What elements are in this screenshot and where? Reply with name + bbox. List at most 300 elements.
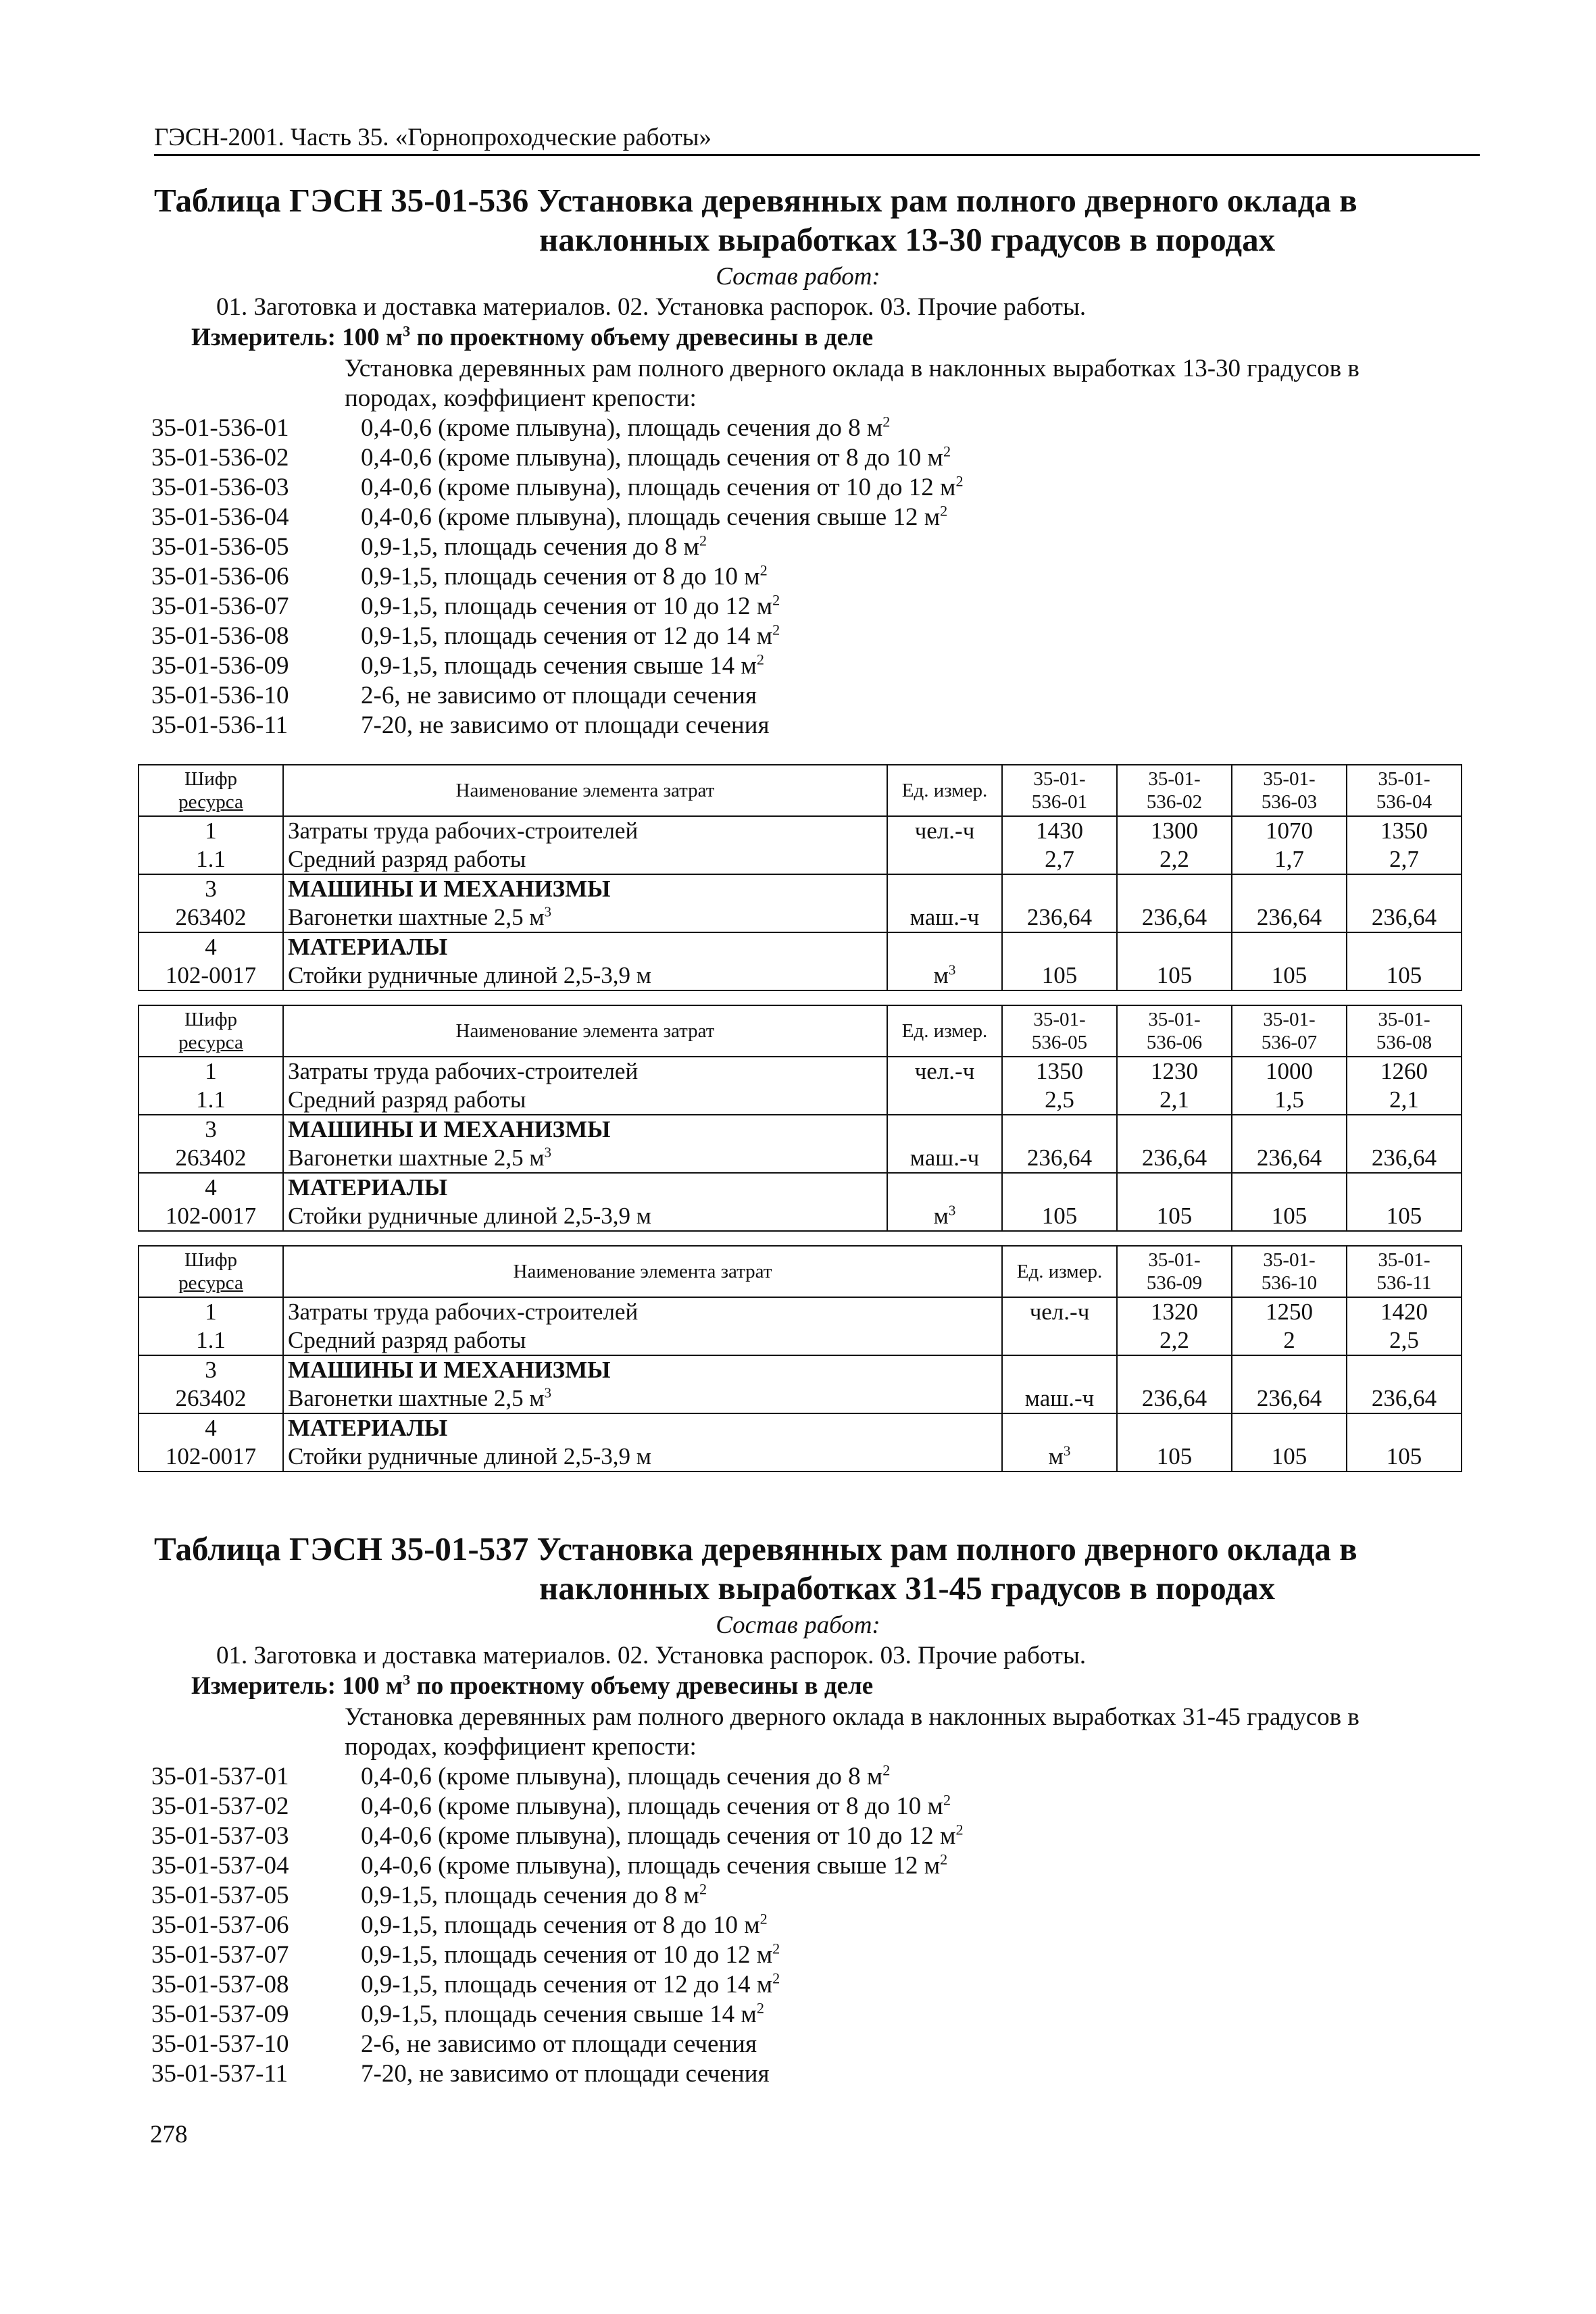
norm-value — [1347, 1115, 1462, 1144]
resource-name-text: Стойки рудничные длиной 2,5-3,9 м — [288, 1443, 651, 1469]
unit-text: чел.-ч — [914, 1058, 975, 1084]
norm-value: 2,7 — [1347, 845, 1462, 874]
item-desc-sup: 2 — [882, 413, 891, 430]
resource-code: 263402 — [139, 1144, 283, 1173]
resource-name-text: Средний разряд работы — [288, 1327, 526, 1353]
table-536-item-list — [151, 413, 1476, 740]
resource-unit — [887, 816, 1002, 845]
norm-code-line1: 35-01- — [1378, 1249, 1430, 1271]
header-shifr-line1: Шифр — [184, 1249, 238, 1271]
resource-name — [283, 1297, 1002, 1326]
header-name: Наименование элемента затрат — [283, 765, 887, 816]
materials-group-row — [139, 1173, 1462, 1202]
norm-code-line2: 536-01 — [1031, 791, 1088, 813]
resource-code: 1.1 — [139, 1086, 283, 1115]
item-desc-text: 0,9-1,5, площадь сечения свыше 14 м — [361, 652, 757, 680]
norm-value — [1117, 874, 1232, 903]
norm-value: 1350 — [1002, 1057, 1117, 1086]
item-code: 35-01-536-01 — [151, 414, 289, 442]
page-number: 278 — [150, 2121, 188, 2148]
norm-value: 1260 — [1347, 1057, 1462, 1086]
resource-unit — [887, 1115, 1002, 1144]
list-item — [151, 1881, 1476, 1911]
item-description — [361, 473, 1476, 503]
norm-value: 236,64 — [1347, 1384, 1462, 1413]
norm-value: 1250 — [1232, 1297, 1347, 1326]
header-norm-code — [1002, 1005, 1117, 1057]
resource-name — [283, 845, 887, 874]
resource-name-text: МАШИНЫ И МЕХАНИЗМЫ — [288, 1116, 611, 1142]
item-desc-sup: 2 — [940, 1851, 948, 1868]
norm-code-line2: 536-04 — [1376, 791, 1432, 813]
resource-code: 263402 — [139, 1384, 283, 1413]
item-desc-text: 0,4-0,6 (кроме плывуна), площадь сечения от 10 до 12 м — [361, 474, 956, 501]
unit-text: маш.-ч — [909, 1145, 980, 1171]
norm-code-line1: 35-01- — [1378, 768, 1430, 790]
unit-sup: 3 — [544, 903, 551, 920]
norm-value: 2,2 — [1117, 845, 1232, 874]
resource-name-text: Вагонетки шахтные 2,5 м — [288, 904, 545, 930]
header-shifr-line1: Шифр — [184, 768, 238, 790]
item-code: 35-01-536-11 — [151, 711, 289, 739]
resource-name — [283, 1115, 887, 1144]
norm-code-line2: 536-10 — [1261, 1272, 1318, 1294]
list-item — [151, 562, 1476, 592]
resource-name — [283, 874, 887, 903]
norm-value: 2,5 — [1347, 1326, 1462, 1355]
item-code: 35-01-537-10 — [151, 2030, 289, 2058]
resource-unit — [1002, 1297, 1117, 1326]
resource-name-text: Средний разряд работы — [288, 1086, 526, 1113]
norm-value — [1117, 1355, 1232, 1384]
item-code: 35-01-536-03 — [151, 474, 289, 501]
resource-name-text: МАТЕРИАЛЫ — [288, 1174, 448, 1201]
unit-text: чел.-ч — [1029, 1299, 1090, 1325]
resource-name-text: МАТЕРИАЛЫ — [288, 934, 448, 960]
resource-code: 1.1 — [139, 845, 283, 874]
list-item — [151, 2030, 1476, 2059]
item-code: 35-01-537-01 — [151, 1763, 289, 1790]
unit-text: м — [1048, 1443, 1064, 1469]
header-norm-code — [1347, 1005, 1462, 1057]
item-desc-text: 2-6, не зависимо от площади сечения — [361, 682, 757, 709]
norm-value: 2 — [1232, 1326, 1347, 1355]
item-code: 35-01-536-09 — [151, 652, 289, 680]
item-desc-text: 0,9-1,5, площадь сечения от 10 до 12 м — [361, 1941, 773, 1969]
item-description — [361, 1970, 1476, 2000]
list-item — [151, 622, 1476, 651]
item-desc-sup: 2 — [955, 472, 964, 490]
norm-value: 2,2 — [1117, 1326, 1232, 1355]
grade-row — [139, 1086, 1462, 1115]
resource-code: 102-0017 — [139, 961, 283, 990]
work-composition-label: Состав работ: — [716, 1611, 880, 1639]
item-desc-text: 0,9-1,5, площадь сечения от 10 до 12 м — [361, 593, 773, 620]
unit-of-measure — [191, 323, 873, 353]
running-head: ГЭСН-2001. Часть 35. «Горнопроходческие работы» — [154, 123, 1480, 156]
item-desc-text: 0,9-1,5, площадь сечения до 8 м — [361, 533, 699, 561]
norm-code-line1: 35-01- — [1033, 1009, 1086, 1030]
item-description — [361, 413, 1476, 443]
resource-unit — [887, 932, 1002, 961]
item-desc-text: 2-6, не зависимо от площади сечения — [361, 2030, 757, 2058]
intro-line-2: породах, коэффициент крепости: — [345, 1733, 697, 1761]
item-desc-text: 0,9-1,5, площадь сечения от 8 до 10 м — [361, 1911, 760, 1939]
norm-value — [1002, 932, 1117, 961]
header-name: Наименование элемента затрат — [283, 1005, 887, 1057]
item-code: 35-01-537-07 — [151, 1941, 289, 1969]
resource-name-text: Стойки рудничные длиной 2,5-3,9 м — [288, 962, 651, 988]
intro-line-2: породах, коэффициент крепости: — [345, 384, 697, 412]
list-item — [151, 1762, 1476, 1792]
header-norm-code — [1117, 765, 1232, 816]
item-description — [361, 681, 1476, 711]
norm-table-block-2 — [138, 1005, 1462, 1232]
item-code: 35-01-536-10 — [151, 682, 289, 709]
wagons-row — [139, 903, 1462, 932]
resource-name — [283, 1086, 887, 1115]
norm-value: 105 — [1347, 1202, 1462, 1231]
norm-value: 105 — [1347, 961, 1462, 990]
norm-code-line1: 35-01- — [1148, 1009, 1201, 1030]
resource-name — [283, 1442, 1002, 1472]
resource-code: 4 — [139, 932, 283, 961]
resource-name — [283, 816, 887, 845]
item-code: 35-01-536-08 — [151, 622, 289, 650]
item-desc-sup: 2 — [943, 443, 951, 460]
item-desc-sup: 2 — [955, 1821, 964, 1838]
header-norm-code — [1232, 1005, 1347, 1057]
resource-name — [283, 1384, 1002, 1413]
item-desc-sup: 2 — [756, 651, 764, 668]
unit-sup: 3 — [544, 1384, 551, 1401]
item-desc-sup: 2 — [699, 532, 707, 549]
header-name: Наименование элемента затрат — [283, 1246, 1002, 1297]
item-desc-text: 0,9-1,5, площадь сечения до 8 м — [361, 1882, 699, 1909]
norm-value: 2,7 — [1002, 845, 1117, 874]
item-desc-text: 0,9-1,5, площадь сечения от 12 до 14 м — [361, 1971, 773, 1998]
item-code: 35-01-537-11 — [151, 2060, 289, 2088]
norm-value — [1232, 1173, 1347, 1202]
norm-value: 105 — [1232, 1202, 1347, 1231]
header-shifr — [139, 1005, 283, 1057]
unit-sup: 3 — [544, 1144, 551, 1161]
resource-unit — [1002, 1413, 1117, 1442]
izm-prefix: Измеритель: 100 м — [191, 1672, 403, 1700]
posts-row — [139, 961, 1462, 990]
item-desc-text: 0,4-0,6 (кроме плывуна), площадь сечения от 10 до 12 м — [361, 1822, 956, 1850]
resource-code: 3 — [139, 1355, 283, 1384]
item-description — [361, 1940, 1476, 1970]
item-code: 35-01-536-04 — [151, 503, 289, 531]
norm-table-block-1 — [138, 764, 1462, 991]
work-composition-text: 01. Заготовка и доставка материалов. 02. Установка распорок. 03. Прочие работы. — [216, 293, 1087, 321]
izm-prefix: Измеритель: 100 м — [191, 324, 403, 351]
item-desc-sup: 2 — [940, 502, 948, 520]
resource-name-text: Затраты труда рабочих-строителей — [288, 1058, 639, 1084]
resource-name-text: МАТЕРИАЛЫ — [288, 1415, 448, 1441]
norm-value: 105 — [1117, 961, 1232, 990]
list-item — [151, 1821, 1476, 1851]
unit-of-measure — [191, 1671, 873, 1701]
norm-value — [1347, 1355, 1462, 1384]
resource-unit — [887, 1144, 1002, 1173]
resource-code: 263402 — [139, 903, 283, 932]
header-norm-code — [1232, 1246, 1347, 1297]
item-description — [361, 443, 1476, 473]
list-item — [151, 413, 1476, 443]
item-code: 35-01-537-03 — [151, 1822, 289, 1850]
work-composition-text: 01. Заготовка и доставка материалов. 02. Установка распорок. 03. Прочие работы. — [216, 1642, 1087, 1669]
table-536-intro — [345, 354, 1480, 413]
norm-table-block-3 — [138, 1245, 1462, 1472]
norm-code-line2: 536-02 — [1146, 791, 1203, 813]
list-item — [151, 1792, 1476, 1821]
norm-value: 105 — [1232, 961, 1347, 990]
norm-value: 236,64 — [1232, 1144, 1347, 1173]
norm-value: 236,64 — [1002, 1144, 1117, 1173]
norm-value: 1420 — [1347, 1297, 1462, 1326]
resource-name — [283, 1326, 1002, 1355]
item-desc-text: 7-20, не зависимо от площади сечения — [361, 711, 770, 739]
title-line-1: Таблица ГЭСН 35-01-536 Установка деревянных рам полного дверного оклада в — [154, 182, 1357, 219]
item-desc-text: 0,4-0,6 (кроме плывуна), площадь сечения от 8 до 10 м — [361, 444, 943, 472]
table-header-row — [139, 765, 1462, 816]
norm-value: 236,64 — [1117, 1144, 1232, 1173]
resource-unit — [887, 903, 1002, 932]
header-shifr-line1: Шифр — [184, 1009, 238, 1030]
norm-value — [1117, 1115, 1232, 1144]
resource-name-text: Вагонетки шахтные 2,5 м — [288, 1385, 545, 1411]
norm-value — [1117, 1413, 1232, 1442]
intro-line-1: Установка деревянных рам полного дверного оклада в наклонных выработках 13-30 градусов в — [345, 355, 1360, 382]
list-item — [151, 651, 1476, 681]
norm-value: 1,7 — [1232, 845, 1347, 874]
norm-code-line1: 35-01- — [1148, 1249, 1201, 1271]
norm-value: 1320 — [1117, 1297, 1232, 1326]
resource-unit — [1002, 1355, 1117, 1384]
norm-value — [1002, 1115, 1117, 1144]
labor-row — [139, 1297, 1462, 1326]
list-item — [151, 711, 1476, 740]
resource-name-text: Затраты труда рабочих-строителей — [288, 1299, 639, 1325]
norm-value — [1232, 1355, 1347, 1384]
norm-code-line1: 35-01- — [1263, 1009, 1316, 1030]
unit-sup: 3 — [948, 961, 956, 978]
item-desc-sup: 2 — [882, 1761, 891, 1779]
item-description — [361, 2000, 1476, 2030]
resource-code: 4 — [139, 1173, 283, 1202]
norm-code-line1: 35-01- — [1263, 1249, 1316, 1271]
item-desc-text: 0,4-0,6 (кроме плывуна), площадь сечения свыше 12 м — [361, 1852, 941, 1880]
table-537-intro — [345, 1703, 1480, 1762]
norm-value: 1,5 — [1232, 1086, 1347, 1115]
norm-value: 2,5 — [1002, 1086, 1117, 1115]
resource-unit — [887, 874, 1002, 903]
item-description — [361, 2059, 1476, 2089]
norm-value: 1350 — [1347, 816, 1462, 845]
resource-name-text: Вагонетки шахтные 2,5 м — [288, 1145, 545, 1171]
machines-group-row — [139, 1115, 1462, 1144]
title-line-2: наклонных выработках 31-45 градусов в породах — [539, 1569, 1276, 1607]
izm-suffix: по проектному объему древесины в деле — [410, 324, 874, 351]
norm-value: 236,64 — [1002, 903, 1117, 932]
resource-name — [283, 932, 887, 961]
norm-code-line2: 536-11 — [1376, 1272, 1432, 1294]
izm-sup: 3 — [403, 1671, 411, 1688]
resource-name — [283, 961, 887, 990]
header-unit: Ед. измер. — [1002, 1246, 1117, 1297]
norm-value — [1347, 874, 1462, 903]
header-unit: Ед. измер. — [887, 765, 1002, 816]
norm-value — [1232, 874, 1347, 903]
norm-value: 105 — [1117, 1202, 1232, 1231]
norm-code-line2: 536-05 — [1031, 1032, 1088, 1053]
resource-unit — [887, 1202, 1002, 1231]
resource-name — [283, 1057, 887, 1086]
machines-group-row — [139, 874, 1462, 903]
wagons-row — [139, 1384, 1462, 1413]
materials-group-row — [139, 932, 1462, 961]
norm-value — [1232, 1413, 1347, 1442]
list-item — [151, 2059, 1476, 2089]
grade-row — [139, 1326, 1462, 1355]
resource-code: 4 — [139, 1413, 283, 1442]
norm-value: 2,1 — [1347, 1086, 1462, 1115]
item-description — [361, 1851, 1476, 1881]
izm-suffix: по проектному объему древесины в деле — [410, 1672, 874, 1700]
header-norm-code — [1002, 765, 1117, 816]
header-shifr — [139, 1246, 283, 1297]
norm-value: 2,1 — [1117, 1086, 1232, 1115]
norm-value: 105 — [1232, 1442, 1347, 1472]
norm-value: 236,64 — [1117, 903, 1232, 932]
resource-name — [283, 903, 887, 932]
title-line-2: наклонных выработках 13-30 градусов в породах — [539, 221, 1276, 258]
work-composition-label: Состав работ: — [716, 263, 880, 291]
resource-unit — [887, 845, 1002, 874]
norm-value — [1117, 1173, 1232, 1202]
norm-code-line1: 35-01- — [1378, 1009, 1430, 1030]
labor-row — [139, 816, 1462, 845]
posts-row — [139, 1442, 1462, 1472]
item-desc-sup: 2 — [772, 1940, 780, 1957]
table-537-title — [154, 1530, 1465, 1608]
norm-value — [1002, 874, 1117, 903]
item-desc-text: 0,4-0,6 (кроме плывуна), площадь сечения от 8 до 10 м — [361, 1792, 943, 1820]
norm-value: 1230 — [1117, 1057, 1232, 1086]
item-desc-sup: 2 — [759, 561, 768, 579]
item-description — [361, 1792, 1476, 1821]
item-desc-sup: 2 — [772, 621, 780, 638]
item-desc-sup: 2 — [699, 1880, 707, 1898]
item-code: 35-01-537-02 — [151, 1792, 289, 1820]
norm-code-line2: 536-08 — [1376, 1032, 1432, 1053]
item-code: 35-01-537-08 — [151, 1971, 289, 1998]
norm-value: 236,64 — [1232, 1384, 1347, 1413]
unit-text: маш.-ч — [909, 904, 980, 930]
item-code: 35-01-536-02 — [151, 444, 289, 472]
resource-name-text: Затраты труда рабочих-строителей — [288, 818, 639, 844]
norm-value — [1347, 932, 1462, 961]
title-line-1: Таблица ГЭСН 35-01-537 Установка деревянных рам полного дверного оклада в — [154, 1530, 1357, 1567]
norm-code-line1: 35-01- — [1263, 768, 1316, 790]
table-537-item-list — [151, 1762, 1476, 2089]
list-item — [151, 2000, 1476, 2030]
norm-code-line1: 35-01- — [1148, 768, 1201, 790]
labor-row — [139, 1057, 1462, 1086]
header-shifr-line2: ресурса — [178, 1272, 243, 1294]
header-norm-code — [1117, 1005, 1232, 1057]
item-desc-sup: 2 — [943, 1791, 951, 1809]
intro-line-1: Установка деревянных рам полного дверного оклада в наклонных выработках 31-45 градусов в — [345, 1703, 1360, 1731]
norm-code-line2: 536-03 — [1261, 791, 1318, 813]
item-code: 35-01-537-05 — [151, 1882, 289, 1909]
resource-code: 3 — [139, 874, 283, 903]
norm-value: 105 — [1117, 1442, 1232, 1472]
norm-value: 236,64 — [1117, 1384, 1232, 1413]
list-item — [151, 681, 1476, 711]
list-item — [151, 503, 1476, 532]
item-code: 35-01-536-07 — [151, 593, 289, 620]
item-description — [361, 1762, 1476, 1792]
item-desc-text: 0,9-1,5, площадь сечения от 8 до 10 м — [361, 563, 760, 590]
resource-name-text: Средний разряд работы — [288, 846, 526, 872]
header-norm-code — [1347, 765, 1462, 816]
item-description — [361, 1821, 1476, 1851]
resource-name — [283, 1202, 887, 1231]
resource-name — [283, 1144, 887, 1173]
list-item — [151, 1970, 1476, 2000]
header-shifr — [139, 765, 283, 816]
norm-value: 105 — [1002, 1202, 1117, 1231]
resource-unit — [1002, 1326, 1117, 1355]
resource-code: 1 — [139, 816, 283, 845]
unit-text: м — [933, 1203, 949, 1229]
header-shifr-line2: ресурса — [178, 1032, 243, 1053]
norm-value: 1000 — [1232, 1057, 1347, 1086]
norm-value: 105 — [1347, 1442, 1462, 1472]
norm-value — [1232, 1115, 1347, 1144]
table-536-title — [154, 181, 1465, 259]
resource-unit — [1002, 1384, 1117, 1413]
norm-code-line2: 536-09 — [1146, 1272, 1203, 1294]
resource-unit — [887, 961, 1002, 990]
list-item — [151, 1940, 1476, 1970]
norm-value: 1430 — [1002, 816, 1117, 845]
resource-unit — [1002, 1442, 1117, 1472]
norm-value: 1070 — [1232, 816, 1347, 845]
item-description — [361, 651, 1476, 681]
list-item — [151, 443, 1476, 473]
grade-row — [139, 845, 1462, 874]
item-description — [361, 592, 1476, 622]
wagons-row — [139, 1144, 1462, 1173]
list-item — [151, 1911, 1476, 1940]
resource-name-text: Стойки рудничные длиной 2,5-3,9 м — [288, 1203, 651, 1229]
item-code: 35-01-537-09 — [151, 2001, 289, 2028]
list-item — [151, 532, 1476, 562]
item-desc-text: 7-20, не зависимо от площади сечения — [361, 2060, 770, 2088]
resource-name — [283, 1173, 887, 1202]
norm-value — [1347, 1413, 1462, 1442]
unit-text: маш.-ч — [1024, 1385, 1095, 1411]
resource-unit — [887, 1086, 1002, 1115]
izm-sup: 3 — [403, 322, 411, 340]
norm-value: 105 — [1002, 961, 1117, 990]
item-desc-text: 0,4-0,6 (кроме плывуна), площадь сечения свыше 12 м — [361, 503, 941, 531]
table-header-row — [139, 1246, 1462, 1297]
